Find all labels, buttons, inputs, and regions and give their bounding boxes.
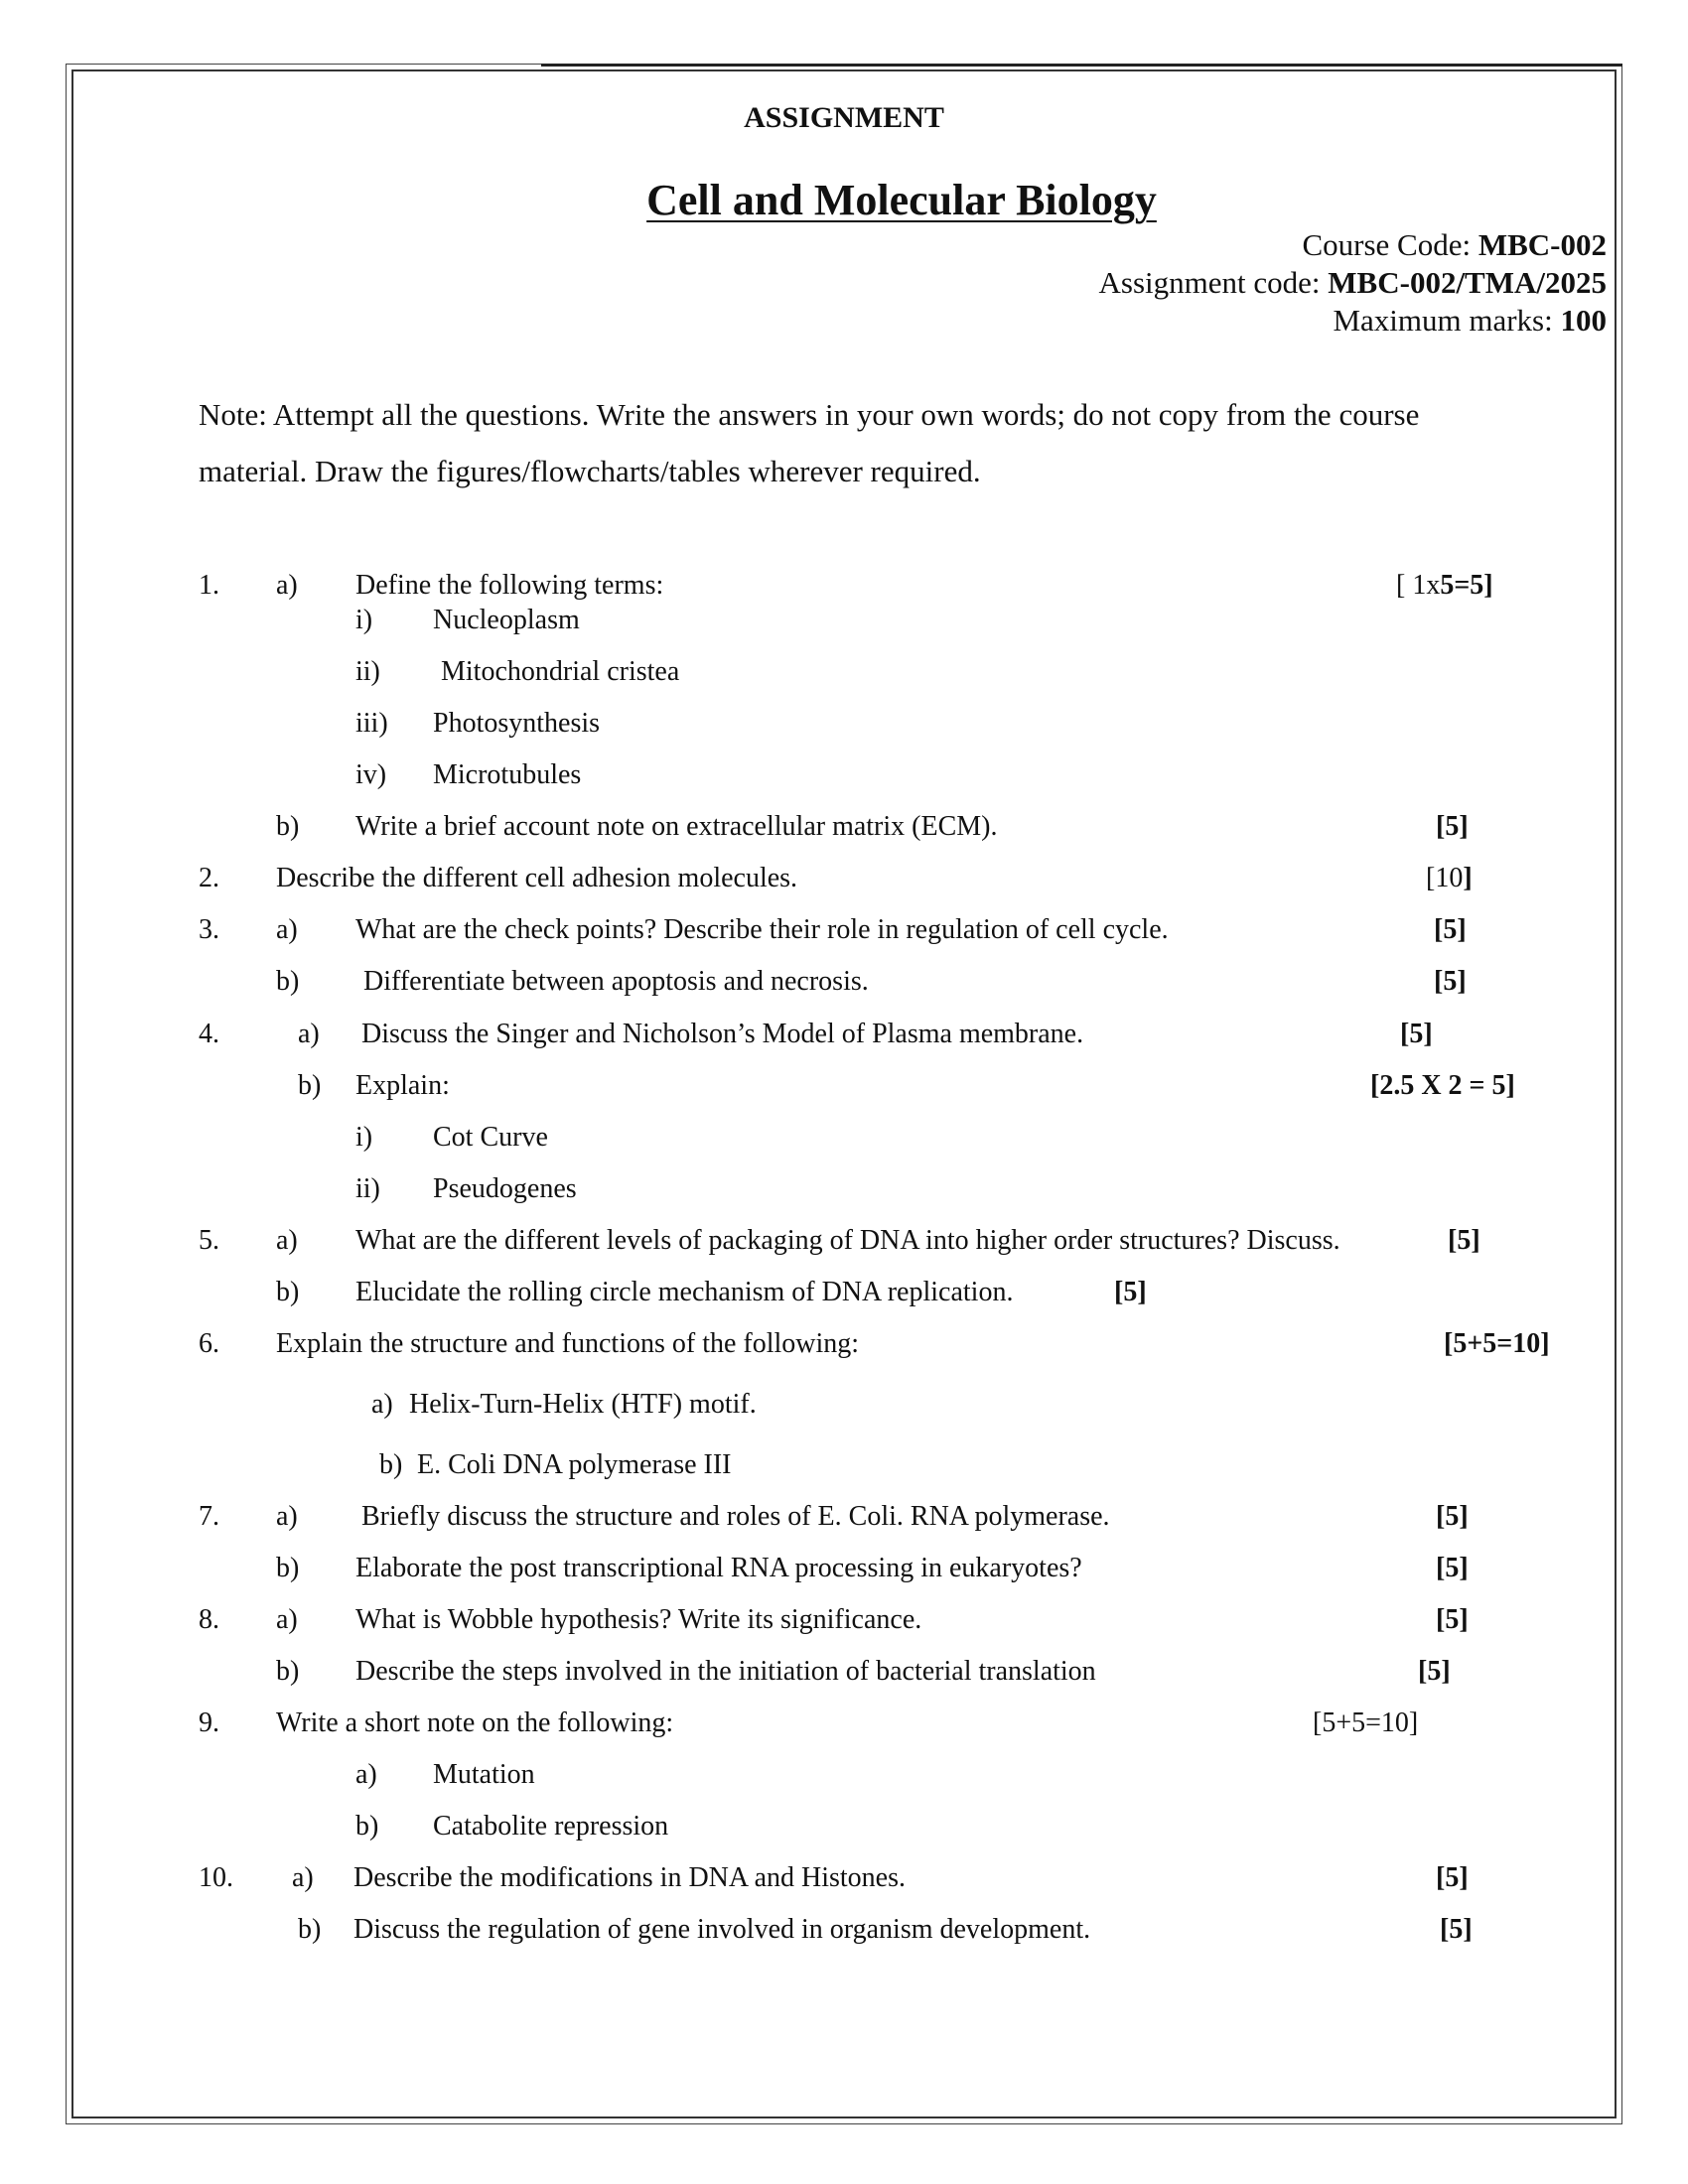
question-5a-marks: [5]	[1448, 1225, 1480, 1256]
question-1-item-text: Mitochondrial cristea	[441, 656, 680, 687]
course-code-value: MBC-002	[1477, 227, 1607, 262]
question-5a-text: What are the different levels of packaging of DNA into higher order structures? Discuss.	[355, 1225, 1340, 1256]
question-9-item-label: a)	[355, 1759, 377, 1790]
question-7a-text: Briefly discuss the structure and roles of E. Coli. RNA polymerase.	[361, 1501, 1110, 1532]
question-9-item-text: Mutation	[433, 1759, 535, 1790]
question-8b-label: b)	[276, 1656, 300, 1687]
question-1-item-text: Microtubules	[433, 759, 582, 790]
question-4a-text: Discuss the Singer and Nicholson’s Model of Plasma membrane.	[361, 1019, 1084, 1049]
question-3b-text: Differentiate between apoptosis and necrosis.	[363, 966, 869, 997]
question-1-item-label: i)	[355, 605, 373, 635]
question-1-item-text: Photosynthesis	[433, 708, 601, 739]
question-1a-marks	[1396, 572, 1493, 600]
question-6-item-text: E. Coli DNA polymerase III	[417, 1449, 732, 1480]
question-1b-marks: [5]	[1436, 811, 1469, 842]
question-10a-text: Describe the modifications in DNA and Histones.	[353, 1862, 907, 1893]
question-8a-text: What is Wobble hypothesis? Write its significance.	[355, 1604, 922, 1635]
question-5b-text: Elucidate the rolling circle mechanism of DNA replication.	[355, 1277, 1014, 1307]
note-line-1: Note: Attempt all the questions. Write the answers in your own words; do not copy from the course	[199, 397, 1420, 432]
course-code-label: Course Code:	[1302, 227, 1478, 262]
question-9-text: Write a short note on the following:	[276, 1707, 674, 1738]
question-8a-label: a)	[276, 1604, 298, 1635]
assignment-heading: ASSIGNMENT	[744, 101, 944, 134]
maximum-marks-label: Maximum marks:	[1333, 303, 1561, 338]
question-10-number: 10.	[199, 1862, 233, 1893]
question-1b-label: b)	[276, 811, 300, 842]
question-10b-label: b)	[298, 1914, 322, 1945]
question-4a-label: a)	[298, 1019, 320, 1049]
question-1a-text: Define the following terms:	[355, 570, 664, 601]
question-9-number: 9.	[199, 1707, 219, 1738]
question-8b-marks: [5]	[1418, 1656, 1451, 1687]
question-9-item-text: Catabolite repression	[433, 1811, 669, 1842]
question-3b-label: b)	[276, 966, 300, 997]
question-4-number: 4.	[199, 1019, 219, 1049]
question-4b-marks: [2.5 X 2 = 5]	[1370, 1070, 1515, 1101]
marks-bold: ]	[1463, 863, 1473, 893]
note-line-2: material. Draw the figures/flowcharts/tables wherever required.	[199, 454, 981, 488]
question-5b-label: b)	[276, 1277, 300, 1307]
question-10a-label: a)	[292, 1862, 314, 1893]
question-3b-marks: [5]	[1434, 966, 1467, 997]
question-4-item-text: Cot Curve	[433, 1122, 548, 1153]
question-7b-text: Elaborate the post transcriptional RNA processing in eukaryotes?	[355, 1553, 1082, 1583]
question-8b-text: Describe the steps involved in the initiation of bacterial translation	[355, 1656, 1096, 1687]
question-10b-text: Discuss the regulation of gene involved in organism development.	[353, 1914, 1091, 1945]
question-5a-label: a)	[276, 1225, 298, 1256]
page-title: Cell and Molecular Biology	[646, 176, 1157, 224]
question-6-text: Explain the structure and functions of the following:	[276, 1328, 860, 1359]
assignment-code-label: Assignment code:	[1098, 265, 1329, 300]
question-3a-text: What are the check points? Describe their role in regulation of cell cycle.	[355, 914, 1169, 945]
question-1-number: 1.	[199, 570, 219, 601]
question-1a-label: a)	[276, 570, 298, 601]
question-6-marks: [5+5=10]	[1444, 1328, 1550, 1359]
question-1b-text: Write a brief account note on extracellular matrix (ECM).	[355, 811, 998, 842]
maximum-marks	[1333, 305, 1607, 336]
marks-prefix: [10	[1426, 863, 1464, 893]
question-2-number: 2.	[199, 863, 219, 893]
question-8-number: 8.	[199, 1604, 219, 1635]
question-5-number: 5.	[199, 1225, 219, 1256]
question-7a-label: a)	[276, 1501, 298, 1532]
question-4b-text: Explain:	[355, 1070, 450, 1101]
question-3a-marks: [5]	[1434, 914, 1467, 945]
question-2-marks	[1426, 865, 1473, 892]
question-5b-marks: [5]	[1114, 1277, 1147, 1307]
question-7b-marks: [5]	[1436, 1553, 1469, 1583]
course-code	[1302, 229, 1607, 260]
question-9-item-label: b)	[355, 1811, 379, 1842]
question-4-item-text: Pseudogenes	[433, 1173, 577, 1204]
question-4-item-label: i)	[355, 1122, 373, 1153]
question-2-text: Describe the different cell adhesion molecules.	[276, 863, 798, 893]
question-3-number: 3.	[199, 914, 219, 945]
question-10a-marks: [5]	[1436, 1862, 1469, 1893]
maximum-marks-value: 100	[1560, 303, 1607, 338]
question-10b-marks: [5]	[1440, 1914, 1473, 1945]
assignment-code	[1099, 267, 1607, 298]
question-6-number: 6.	[199, 1328, 219, 1359]
page-border-accent	[541, 64, 1622, 67]
question-4-item-label: ii)	[355, 1173, 380, 1204]
question-6-item-text: Helix-Turn-Helix (HTF) motif.	[409, 1389, 757, 1420]
question-7a-marks: [5]	[1436, 1501, 1469, 1532]
assignment-code-value: MBC-002/TMA/2025	[1328, 265, 1607, 300]
question-3a-label: a)	[276, 914, 298, 945]
question-6-item-label: a)	[371, 1389, 393, 1420]
question-1-item-text: Nucleoplasm	[433, 605, 580, 635]
question-4b-label: b)	[298, 1070, 322, 1101]
question-1-item-label: iii)	[355, 708, 388, 739]
question-6-item-label: b)	[379, 1449, 403, 1480]
question-1-item-label: iv)	[355, 759, 387, 790]
question-7b-label: b)	[276, 1553, 300, 1583]
question-9-marks: [5+5=10]	[1313, 1707, 1419, 1738]
marks-prefix: [ 1x	[1396, 570, 1441, 601]
marks-bold: 5=5]	[1440, 570, 1493, 601]
question-7-number: 7.	[199, 1501, 219, 1532]
question-1-item-label: ii)	[355, 656, 380, 687]
question-4a-marks: [5]	[1400, 1019, 1433, 1049]
question-8a-marks: [5]	[1436, 1604, 1469, 1635]
